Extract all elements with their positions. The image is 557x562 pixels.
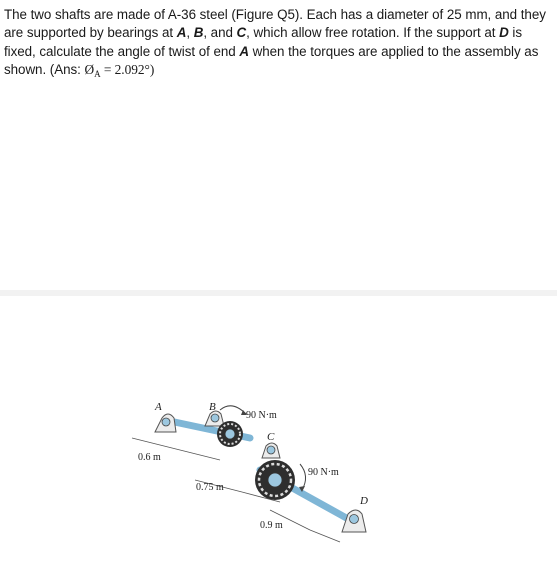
torque-arrow-right xyxy=(299,464,306,492)
label-end-a: A xyxy=(239,43,249,59)
problem-text-4: when the torques are applied to the assembly as shown. (Ans: xyxy=(4,43,539,78)
figure-label-c: C xyxy=(267,431,275,443)
bearing-b xyxy=(205,411,224,426)
large-gear xyxy=(255,460,295,500)
figure-label-d: D xyxy=(360,495,368,507)
answer-phi: $Ø_A$ xyxy=(84,62,101,80)
figure-label-a: A xyxy=(155,401,162,413)
label-support-d: D xyxy=(499,25,509,41)
torque-label-right: 90 N·m xyxy=(308,467,339,478)
section-divider xyxy=(0,290,557,296)
problem-and: , and xyxy=(203,25,237,41)
bearing-a xyxy=(155,414,176,432)
label-bearing-a: A xyxy=(176,25,187,41)
problem-text-3: is fixed, calculate the angle of twist of end xyxy=(4,25,522,59)
label-bearing-c: C xyxy=(236,25,247,41)
dimension-label-1: 0.6 m xyxy=(138,452,161,463)
problem-text-1: The two shafts are made of A-36 steel (Figure Q5). Each has a diameter of 25 mm, and they are supported by bearings at xyxy=(4,7,546,41)
problem-statement xyxy=(4,6,556,84)
dimension-lines xyxy=(132,438,340,542)
answer-value: = 2.092°) xyxy=(100,62,155,78)
torque-label-top: 90 N·m xyxy=(246,410,277,421)
dimension-label-3: 0.9 m xyxy=(260,520,283,531)
bearing-c xyxy=(262,443,280,458)
shaft-assembly-figure xyxy=(110,380,410,560)
support-d xyxy=(342,510,366,532)
small-gear xyxy=(217,421,243,447)
dimension-label-2: 0.75 m xyxy=(196,482,224,493)
problem-comma: , xyxy=(186,25,194,41)
figure-label-b: B xyxy=(209,401,216,413)
problem-text-2: , which allow free rotation. If the support at xyxy=(246,25,500,41)
label-bearing-b: B xyxy=(193,25,204,41)
torque-arrow-top xyxy=(220,406,247,415)
